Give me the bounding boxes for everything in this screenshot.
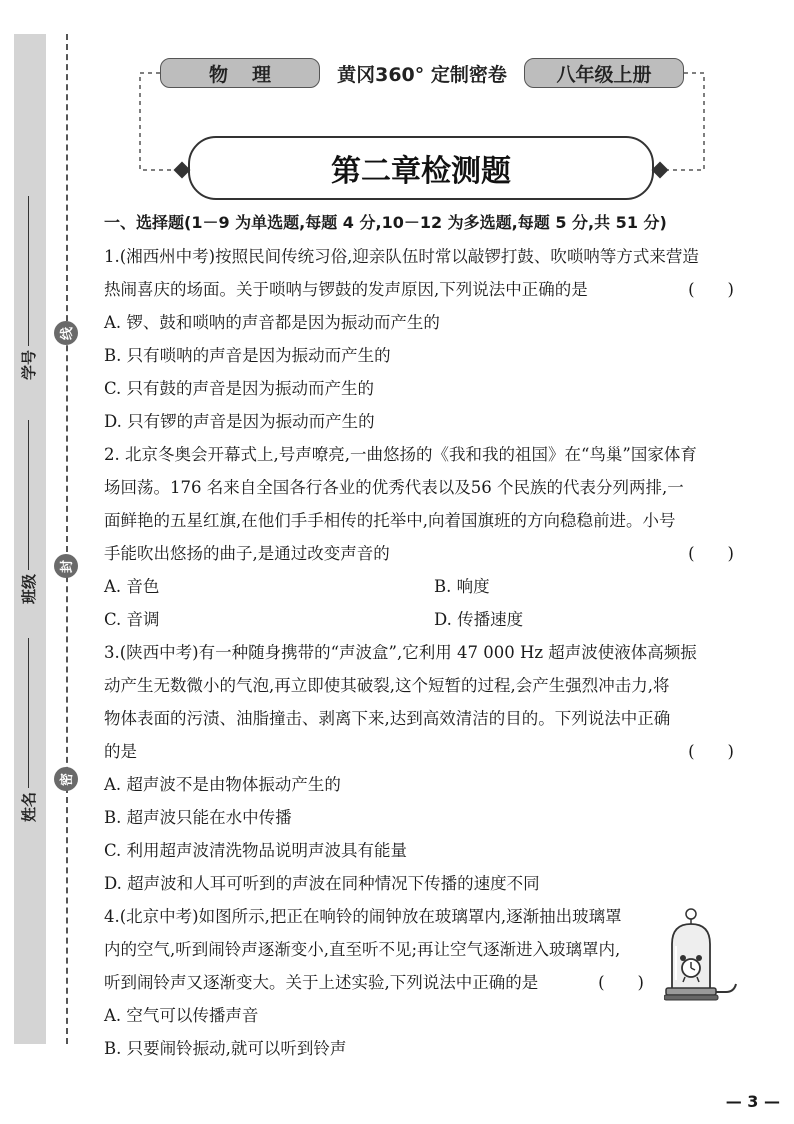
series-title: 黄冈360° 定制密卷 [337,63,507,86]
q4-line-1: 4.(北京中考)如图所示,把正在响铃的闹钟放在玻璃罩内,逐渐抽出玻璃罩 [104,907,622,926]
q3-option-b: B. 超声波只能在水中传播 [104,808,292,827]
q2-option-b: B. 响度 [434,577,490,596]
q2-option-a: A. 音色 [104,577,160,596]
q1-option-a: A. 锣、鼓和唢呐的声音都是因为振动而产生的 [104,313,440,332]
q4-line-3: 听到闹铃声又逐渐变大。关于上述实验,下列说法中正确的是 ( ) [104,966,742,999]
q2-line-1: 2. 北京冬奥会开幕式上,号声嘹亮,一曲悠扬的《我和我的祖国》在“鸟巢”国家体育 [104,445,697,464]
q1-answer-blank[interactable]: ( ) [688,280,734,299]
grade-badge: 八年级上册 [524,58,684,88]
chapter-title: 第二章检测题 [188,136,654,200]
q2-options-row-1 [104,570,742,603]
name-blank[interactable] [28,638,29,788]
q1-line-1: 1.(湘西州中考)按照民间传统习俗,迎亲队伍时常以敲锣打鼓、吹唢呐等方式来营造 [104,247,699,266]
q4-option-a: A. 空气可以传播声音 [104,1006,259,1025]
page-number: — 3 — [725,1092,780,1111]
q2-option-d: D. 传播速度 [434,610,524,629]
cut-mark-secret: 密 [54,767,78,791]
header-bar [160,58,684,88]
class-blank[interactable] [28,420,29,570]
q2-answer-blank[interactable]: ( ) [688,544,734,563]
q2-line-2: 场回荡。176 名来自全国各行各业的优秀代表以及56 个民族的代表分列两排,一 [104,478,684,497]
cut-mark-line: 线 [54,321,78,345]
q3-option-d: D. 超声波和人耳可听到的声波在同种情况下传播的速度不同 [104,874,540,893]
section-heading: 一、选择题(1－9 为单选题,每题 4 分,10－12 为多选题,每题 5 分,共 51 分) [104,213,667,232]
student-id-label: 学号 [20,349,38,380]
cut-mark-seal: 封 [54,554,78,578]
q3-option-a: A. 超声波不是由物体振动产生的 [104,775,341,794]
class-label: 班级 [20,573,38,604]
q3-answer-blank[interactable]: ( ) [688,742,734,761]
q3-option-c: C. 利用超声波清洗物品说明声波具有能量 [104,841,408,860]
q2-line-3: 面鲜艳的五星红旗,在他们手手相传的托举中,向着国旗班的方向稳稳前进。小号 [104,511,676,530]
q1-option-d: D. 只有锣的声音是因为振动而产生的 [104,412,375,431]
name-label: 姓名 [20,791,38,822]
q2-options-row-2 [104,603,742,636]
q3-line-3: 物体表面的污渍、油脂撞击、剥离下来,达到高效清洁的目的。下列说法中正确 [104,709,671,728]
student-id-blank[interactable] [28,196,29,346]
q3-line-1: 3.(陕西中考)有一种随身携带的“声波盒”,它利用 47 000 Hz 超声波使液体高频振 [104,643,697,662]
q2-option-c: C. 音调 [104,610,160,629]
q4-line-2: 内的空气,听到闹铃声逐渐变小,直至听不见;再让空气逐渐进入玻璃罩内, [104,940,621,959]
q2-line-4: 手能吹出悠扬的曲子,是通过改变声音的 ( ) [104,537,742,570]
q1-option-c: C. 只有鼓的声音是因为振动而产生的 [104,379,375,398]
q1-option-b: B. 只有唢呐的声音是因为振动而产生的 [104,346,391,365]
subject-badge: 物理 [160,58,320,88]
q1-line-2: 热闹喜庆的场面。关于唢呐与锣鼓的发声原因,下列说法中正确的是 ( ) [104,273,742,306]
q3-line-4: 的是 ( ) [104,735,742,768]
q3-line-2: 动产生无数微小的气泡,再立即使其破裂,这个短暂的过程,会产生强烈冲击力,将 [104,676,670,695]
q4-option-b: B. 只要闹铃振动,就可以听到铃声 [104,1039,347,1058]
q4-answer-blank[interactable]: ( ) [598,973,644,992]
bell-jar-figure [664,900,744,1005]
